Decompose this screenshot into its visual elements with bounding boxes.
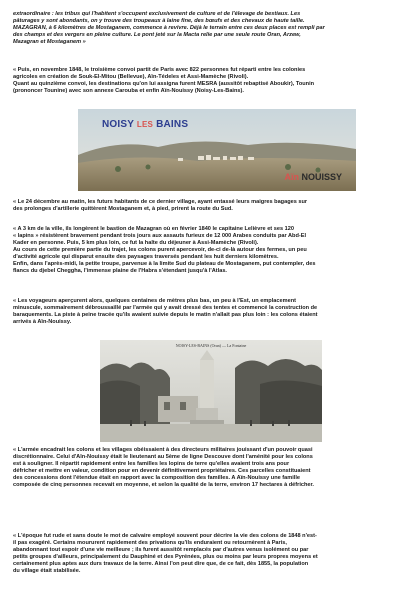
label-nouissy: NOUISSY xyxy=(301,172,342,182)
text-line: du village était stabilisée. xyxy=(13,568,81,574)
text-line: pâturages y sont abondants, on y trouve des troupeaux à laine fine, des bœufs et des chevaux de haute taille. xyxy=(13,18,305,24)
postcard-caption: NOISY-LES-BAINS (Oran) — La Fontaine xyxy=(175,343,247,348)
paragraph-arrival xyxy=(13,298,405,326)
postcard-illustration xyxy=(100,340,322,442)
text-line: abandonnant tout espoir d'une vie meilleure ; ils furent aussitôt remplacés par d'autres venus isolément ou par xyxy=(13,547,309,553)
text-line: des concessions dont l'étendue était en rapport avec la composition des familles. A Aïn-Nouissy une famille xyxy=(13,475,300,481)
text-line: Au cours de cette première partie du trajet, les colons purent apercevoir, de-ci de-là autour des fermes, un peu xyxy=(13,247,307,253)
text-line: flancs du djebel Cheggha, l'immense plaine de l'Habra s'étendant jusqu'à l'Atlas. xyxy=(13,268,227,274)
text-line: des champs et des vergers en pleine culture. Le pont jeté sur la Macta relie par une seule route Oran, Arzew, xyxy=(13,32,301,38)
paragraph-administration xyxy=(13,447,405,489)
text-line: « L'armée encadrait les colons et les villages obéissaient à des directeurs militaires jouissant d'un pouvoir quasi xyxy=(13,447,313,453)
text-line: des prolonges d'artillerie quittèrent Mostaganem et, à pied, prirent la route du Sud. xyxy=(13,206,233,212)
text-line: « lapins » résistèrent bravement pendant trois jours aux assauts furieux de 12 000 Arabes conduits par Abd-El xyxy=(13,233,307,239)
text-line: composée de cinq personnes recevait en moyenne, et selon la qualité de la terre, environ 17 hectares à défricher. xyxy=(13,482,314,488)
text-line: défricher et mettre en valeur, condition pour en devenir définitivement propriétaires. Ces parcelles constituaient xyxy=(13,468,311,474)
label-les: LES xyxy=(136,120,154,129)
text-line: est à souligner. Il répartit rapidement entre les familles les lopins de terre qu'elles avaient trois ans pour xyxy=(13,461,290,467)
text-line: il pas exagéré. Certains moururent rapidement des privations qu'ils enduraient ou retournèrent à Paris, xyxy=(13,540,287,546)
fountain-postcard-image xyxy=(100,340,322,442)
text-line: (prononcer Tounine) avec son annexe Carouba et enfin Aïn-Nouissy (Noisy-Les-Bains). xyxy=(13,88,244,94)
text-line: baraquements. La piste à peine tracée qu'ils avaient suivie depuis le matin n'allait pas plus loin : les colons étaient xyxy=(13,312,318,318)
text-line: « L'époque fut rude et sans doute le mot de calvaire employé souvent pour décrire la vie des colons de 1848 n'est- xyxy=(13,533,317,539)
village-panorama-image xyxy=(78,109,356,191)
paragraph-hardship xyxy=(13,533,405,575)
text-line: agricoles en création de Souk-El-Mitou (Bellevue), Aïn-Tédeles et Assi-Mamèche (Rivoli). xyxy=(13,74,249,80)
label-bains: BAINS xyxy=(156,119,189,130)
text-line: extraordinaire : les tribus qui l'habitent s'occupent exclusivement de culture et de l'élevage de bestiaux. Les xyxy=(13,11,301,17)
text-line: « Le 24 décembre au matin, les futurs habitants de ce dernier village, ayant entassé leurs maigres bagages sur xyxy=(13,199,308,205)
text-line: Quant au quinzième convoi, les destinations qu'on lui assigna furent MESRA (aussitôt rebaptisé Aboukir), Tounin xyxy=(13,81,315,87)
paragraph-intro xyxy=(13,11,405,46)
text-line: petits groupes d'ailleurs, principalement du Dauphiné et des Pyrénées, plus ou moins par leurs propres moyens et xyxy=(13,554,318,560)
text-line: Mazagran et Mostaganem » xyxy=(13,39,86,45)
paragraph-departure xyxy=(13,199,405,213)
text-line: discrétionnaire. Celui d'Aïn-Nouissy était le lieutenant au 5ème de ligne Descouve dont l'aménité pour les colons xyxy=(13,454,313,460)
noisy-les-bains-label xyxy=(102,119,188,130)
text-line: « Puis, en novembre 1848, le troisième convoi partit de Paris avec 822 personnes fut réparti entre les colonies xyxy=(13,67,306,73)
label-noisy: NOISY xyxy=(102,119,134,130)
text-line: d'activité agricole qui disparut ensuite des paysages traversés pendant les huit derniers kilomètres. xyxy=(13,254,279,260)
text-line: certainement plus aptes aux durs travaux de la terre. Ainsi l'on peut dire que, de ce fait, dès 1855, la population xyxy=(13,561,309,567)
ain-nouissy-label xyxy=(284,172,342,182)
text-line: arrivés à Aïn-Nouissy. xyxy=(13,319,72,325)
text-line: « Les voyageurs aperçurent alors, quelques centaines de mètres plus bas, un peu à l'Est, un emplacement xyxy=(13,298,296,304)
text-line: minuscule, sommairement débroussaillé par l'armée qui y avait dressé des tentes et commencé la construction de xyxy=(13,305,318,311)
label-ain: Aïn xyxy=(284,172,299,182)
paragraph-convoy xyxy=(13,67,405,95)
paragraph-journey xyxy=(13,226,405,275)
text-line: « A 3 km de la ville, ils longèrent le bastion de Mazagran où en février 1840 le capitaine Lelièvre et ses 120 xyxy=(13,226,294,232)
text-line: MAZAGRAN, à 6 kilomètres de Mostaganem, commence à revivre. Déjà le terrain entre ces deux places est rempli par xyxy=(13,25,325,31)
text-line: Kader en personne. Puis, 5 km plus loin, ce fut la halte du déjeuner à Assi-Mamèche (Rivoli). xyxy=(13,240,259,246)
text-line: Enfin, dans l'après-midi, la petite troupe, parvenue à la limite Sud du plateau de Mostaganem, put contempler, des xyxy=(13,261,316,267)
